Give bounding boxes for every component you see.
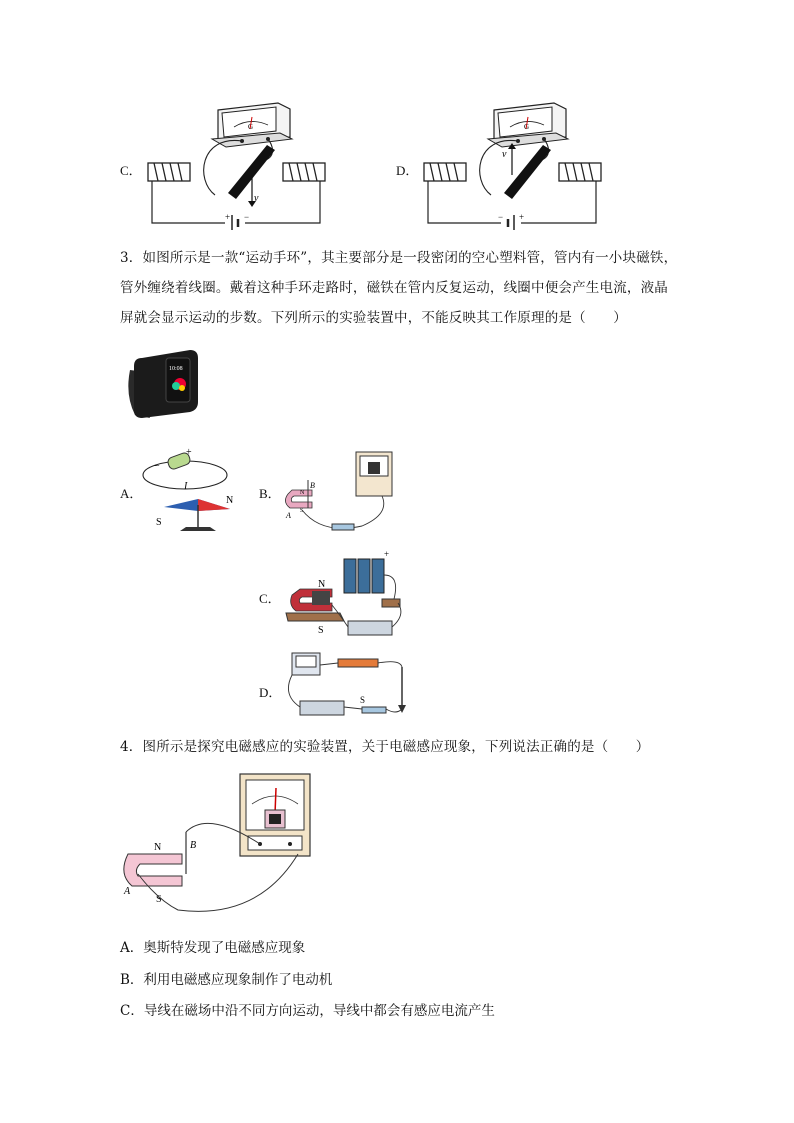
- magnet-south-q4: S: [156, 894, 162, 905]
- galvanometer-c: [212, 103, 292, 147]
- coil-left: [148, 163, 190, 181]
- battery-minus-a: −: [154, 461, 160, 472]
- needle-north: N: [226, 495, 234, 506]
- switch-label-d: S: [360, 695, 366, 705]
- q3-figure-d: [282, 645, 417, 730]
- q3-figure-b: [282, 450, 402, 540]
- q3-option-c-label: C．: [259, 591, 281, 606]
- fitness-band-image: [120, 340, 200, 430]
- battery-plus-a: +: [186, 447, 192, 458]
- q2-option-c-label: C．: [120, 163, 142, 178]
- wire-a-q4: A: [124, 886, 131, 897]
- wire-a-label: A: [286, 511, 291, 520]
- magnet-s-b: S: [300, 508, 304, 514]
- wire-b-q4: B: [190, 840, 197, 851]
- battery-minus-d: −: [498, 212, 504, 222]
- magnet-south-c: S: [318, 625, 324, 636]
- q3-stem: 3．如图所示是一款“运动手环”，其主要部分是一段密闭的空心塑料管，管内有一小块磁铁，管外缠绕着线圈。戴着这种手环走路时，磁铁在管内反复运动，线圈中便会产生电流，液晶屏就会显示运动的步数。下列所示的实验装置中，不能反映其工作原理的是（ ）: [120, 250, 678, 326]
- needle-south: S: [156, 517, 162, 528]
- coil-right: [283, 163, 325, 181]
- velocity-label-c: v: [254, 193, 259, 204]
- q4-figure: [118, 770, 328, 920]
- q4-option-a: A．奥斯特发现了电磁感应现象: [120, 940, 306, 956]
- current-label: I: [184, 481, 188, 492]
- meter-letter-d: G: [524, 123, 530, 131]
- q4-option-c: C．导线在磁场中沿不同方向运动，导线中都会有感应电流产生: [120, 1003, 495, 1019]
- q2-figure-c: [140, 95, 340, 230]
- galvanometer-q4: [240, 774, 310, 856]
- q4-stem: 4．图所示是探究电磁感应的实验装置，关于电磁感应现象，下列说法正确的是（ ）: [120, 739, 650, 755]
- q3-figure-c: [282, 545, 412, 645]
- q2-option-d-label: D．: [396, 163, 419, 178]
- magnet-north-c: N: [318, 579, 326, 590]
- magnet-n-b: N: [300, 490, 305, 496]
- q3-figure-a-oersted: [140, 445, 240, 535]
- q3-option-b-label: B．: [259, 486, 281, 501]
- q3-option-a-label: A．: [120, 486, 143, 501]
- coil-left-d: [424, 163, 466, 181]
- q2-figure-d: [416, 95, 616, 230]
- magnet-north-q4: N: [154, 842, 162, 853]
- wire-b-label: B: [310, 481, 315, 490]
- battery-plus-d: +: [519, 212, 525, 222]
- battery-plus-c3: +: [384, 549, 390, 559]
- battery-minus-c: −: [244, 212, 250, 222]
- q4-option-b: B．利用电磁感应现象制作了电动机: [120, 972, 333, 988]
- coil-right-d: [559, 163, 601, 181]
- galvanometer-d: [488, 103, 568, 147]
- meter-letter-c: G: [248, 123, 254, 131]
- q3-option-d-label: D．: [259, 685, 282, 700]
- battery-plus-c: +: [225, 212, 231, 222]
- band-time: 10:08: [169, 366, 183, 372]
- velocity-label-d: v: [502, 149, 507, 160]
